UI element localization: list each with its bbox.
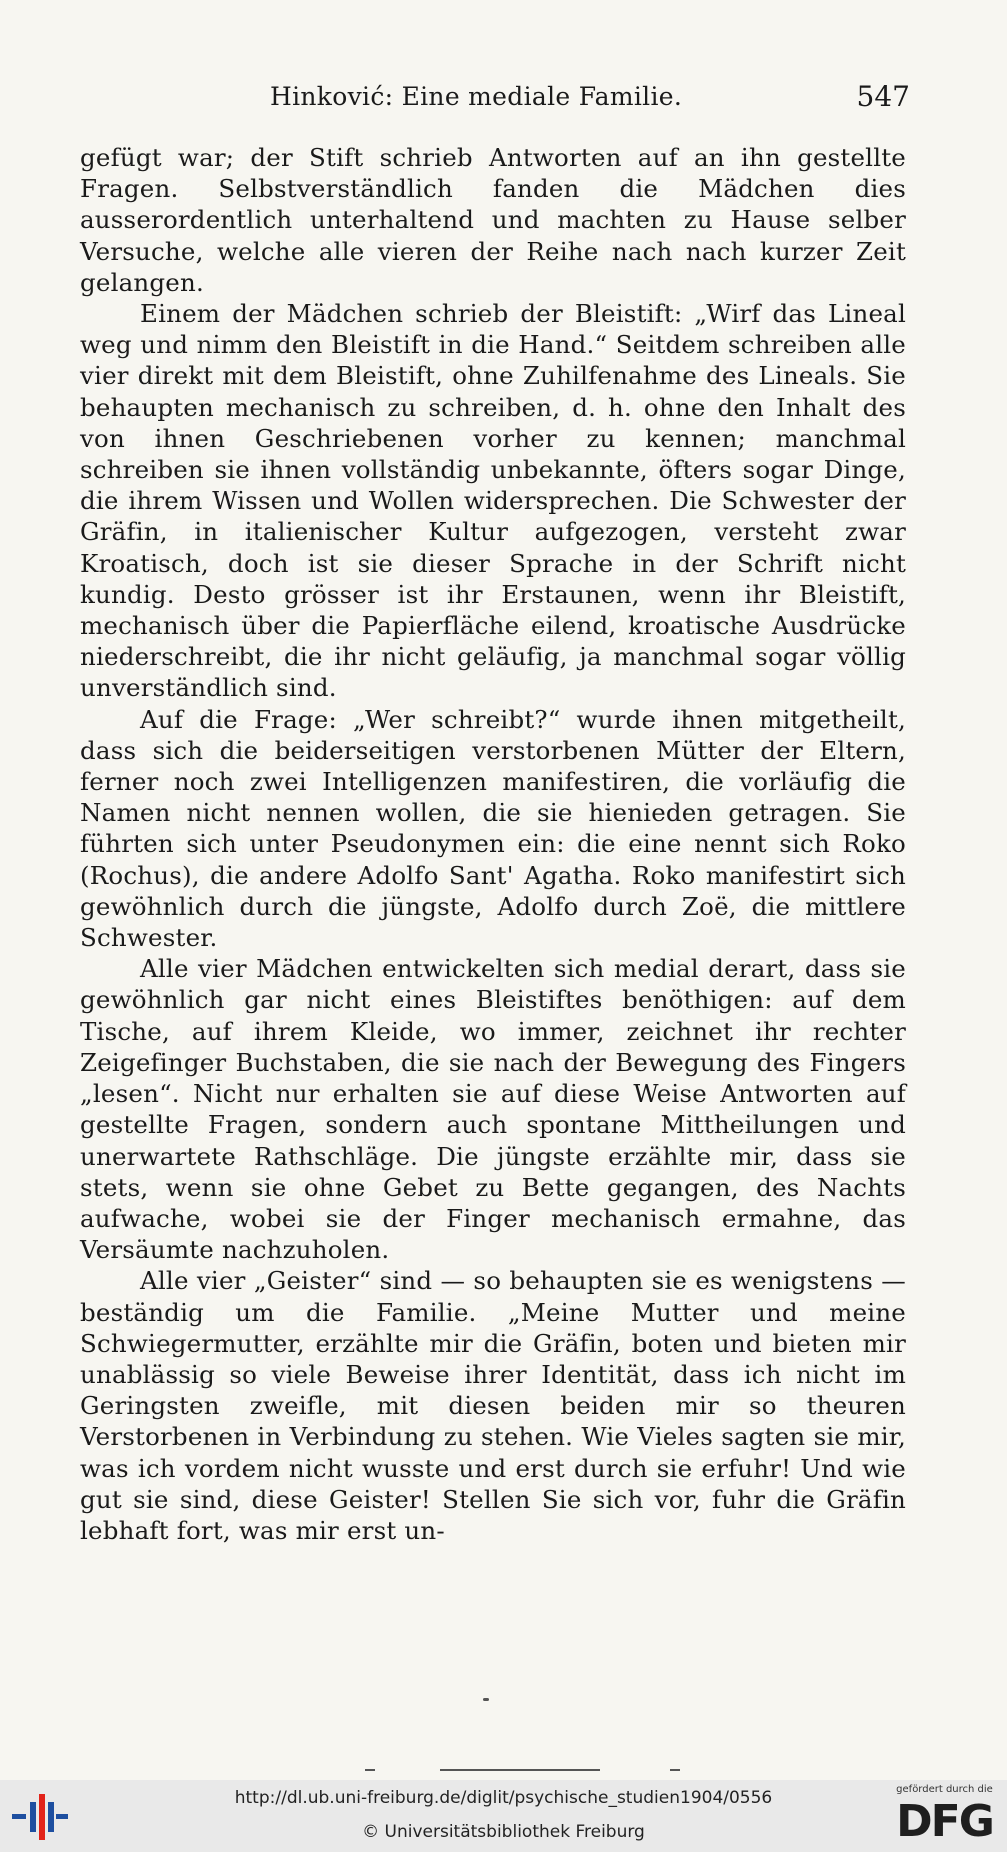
- paragraph-4: Alle vier Mädchen entwickelten sich medial derart, dass sie gewöhnlich gar nicht eines Bleistiftes benöthigen: auf dem Tische, auf ihrem Kleide, wo immer, zeichnet ihr rechter Zeigefinger Buchstaben, die sie nach der Bewegung des Fingers „lesen“. Nicht nur erhalten sie auf diese Weise Antworten auf gestellte Fragen, sondern auch spontane Mittheilungen und unerwartete Rathschläge. Die jüngste erzählte mir, dass sie stets, wenn sie ohne Gebet zu Bette gegangen, des Nachts aufwache, wobei sie der Finger mechanisch ermahne, das Versäumte nachzuholen.: [80, 954, 906, 1265]
- page-url-link[interactable]: http://dl.ub.uni-freiburg.de/diglit/psychische_studien1904/0556: [234, 1788, 773, 1808]
- page-number: 547: [856, 80, 910, 113]
- viewer-footer: [0, 1780, 1007, 1852]
- page-header: [80, 80, 910, 116]
- paragraph-3: Auf die Frage: „Wer schreibt?“ wurde ihnen mitgetheilt, dass sich die beiderseitigen verstorbenen Mütter der Eltern, ferner noch zwei Intelligenzen manifestiren, die vorläufig die Namen nicht nennen wollen, die sie hienieden getragen. Sie führten sich unter Pseudonymen ein: die eine nennt sich Roko (Rochus), die andere Adolfo Sant' Agatha. Roko manifestirt sich gewöhnlich durch die jüngste, Adolfo durch Zoë, die mittlere Schwester.: [80, 704, 906, 953]
- print-mark: [440, 1769, 600, 1771]
- dfg-logo-icon[interactable]: DFG: [896, 1796, 993, 1847]
- print-mark: [365, 1769, 375, 1771]
- ink-speck: [483, 1698, 489, 1701]
- paragraph-1: gefügt war; der Stift schrieb Antworten auf an ihn gestellte Fragen. Selbstverständlich fanden die Mädchen dies ausserordentlich unterhaltend und machten zu Hause selber Versuche, welche alle vieren der Reihe nach nach kurzer Zeit gelangen.: [80, 143, 906, 297]
- running-head: Hinković: Eine mediale Familie.: [270, 82, 683, 111]
- print-mark: [670, 1769, 680, 1771]
- body-text: [80, 142, 906, 1546]
- paragraph-5: Alle vier „Geister“ sind — so behaupten sie es wenigstens — beständig um die Familie. „Meine Mutter und meine Schwiegermutter, erzählte mir die Gräfin, boten und bieten mir unablässig so viele Beweise ihrer Identität, dass ich nicht im Geringsten zweifle, mit diesen beiden mir so theuren Verstorbenen in Verbindung zu stehen. Wie Vieles sagten sie mir, was ich vordem nicht wusste und erst durch sie erfuhr! Und wie gut sie sind, diese Geister! Stellen Sie sich vor, fuhr die Gräfin lebhaft fort, was mir erst un-: [80, 1266, 906, 1545]
- dfg-caption: gefördert durch die: [896, 1784, 993, 1795]
- paragraph-2: Einem der Mädchen schrieb der Bleistift: „Wirf das Lineal weg und nimm den Bleistift in die Hand.“ Seitdem schreiben alle vier direkt mit dem Bleistift, ohne Zuhilfenahme des Lineals. Sie behaupten mechanisch zu schreiben, d. h. ohne den Inhalt des von ihnen Geschriebenen vorher zu kennen; manchmal schreiben sie ihnen vollständig unbekannte, öfters sogar Dinge, die ihrem Wissen und Wollen widersprechen. Die Schwester der Gräfin, in italienischer Kultur aufgezogen, versteht zwar Kroatisch, doch ist sie dieser Sprache in der Schrift nicht kundig. Desto grösser ist ihr Erstaunen, wenn ihr Bleistift, mechanisch über die Papierfläche eilend, kroatische Ausdrücke niederschreibt, die ihr nicht geläufig, ja manchmal sogar völlig unverständlich sind.: [80, 299, 906, 703]
- copyright-notice: © Universitätsbibliothek Freiburg: [362, 1822, 645, 1842]
